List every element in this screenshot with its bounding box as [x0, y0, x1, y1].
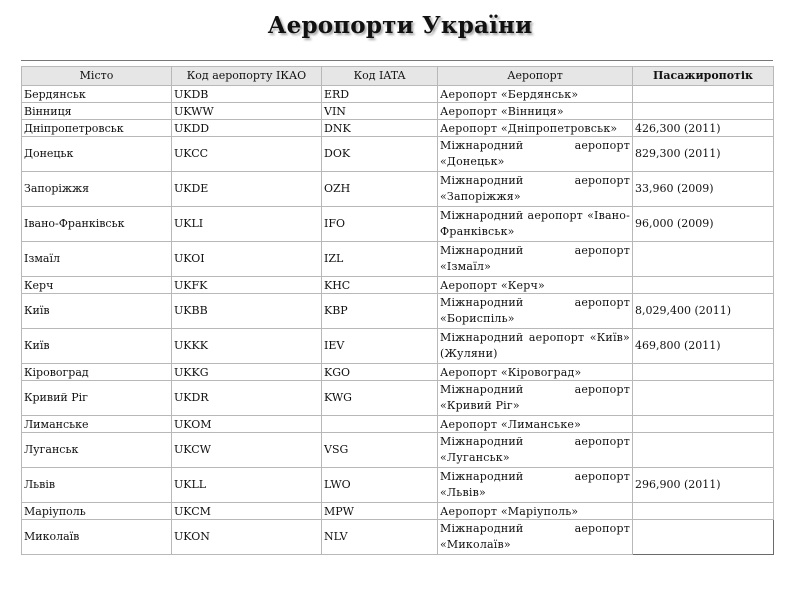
header-airport: Аеропорт [438, 67, 633, 86]
table-row [22, 433, 774, 468]
cell-city: Київ [22, 329, 172, 364]
table-row [22, 137, 774, 172]
cell-city: Кривий Ріг [22, 381, 172, 416]
cell-icao: UKKG [172, 364, 322, 381]
cell-icao: UKLL [172, 468, 322, 503]
cell-airport: Аеропорт «Маріуполь» [438, 503, 633, 520]
page-title: Аеропорти України [267, 12, 533, 39]
cell-passengers [633, 433, 774, 468]
table-row [22, 329, 774, 364]
header-passengers: Пасажиропотік [633, 67, 774, 86]
table-row [22, 364, 774, 381]
cell-icao: UKDE [172, 172, 322, 207]
table-header [22, 67, 774, 86]
cell-iata: IFO [322, 207, 438, 242]
cell-icao: UKFK [172, 277, 322, 294]
cell-city: Київ [22, 294, 172, 329]
cell-icao: UKCM [172, 503, 322, 520]
cell-city: Львів [22, 468, 172, 503]
cell-iata: KHC [322, 277, 438, 294]
cell-city: Донецьк [22, 137, 172, 172]
cell-airport: Аеропорт «Бердянськ» [438, 86, 633, 103]
table-row [22, 277, 774, 294]
table-row [22, 172, 774, 207]
cell-icao: UKLI [172, 207, 322, 242]
cell-iata: ERD [322, 86, 438, 103]
cell-airport: Аеропорт «Лиманське» [438, 416, 633, 433]
table-body [22, 86, 774, 555]
header-city: Місто [22, 67, 172, 86]
cell-airport: Міжнародний аеропорт «Львів» [438, 468, 633, 503]
cell-iata: OZH [322, 172, 438, 207]
table-row [22, 294, 774, 329]
table-row [22, 381, 774, 416]
header-icao: Код аеропорту ІКАО [172, 67, 322, 86]
cell-passengers [633, 103, 774, 120]
cell-iata: KGO [322, 364, 438, 381]
cell-icao: UKCW [172, 433, 322, 468]
cell-passengers [633, 503, 774, 520]
cell-icao: UKWW [172, 103, 322, 120]
table-row [22, 103, 774, 120]
cell-city: Маріуполь [22, 503, 172, 520]
cell-city: Івано-Франківськ [22, 207, 172, 242]
cell-icao: UKDR [172, 381, 322, 416]
cell-passengers: 96,000 (2009) [633, 207, 774, 242]
cell-airport: Аеропорт «Кіровоград» [438, 364, 633, 381]
cell-icao: UKKK [172, 329, 322, 364]
table-row [22, 86, 774, 103]
cell-passengers [633, 86, 774, 103]
cell-iata: IZL [322, 242, 438, 277]
cell-passengers: 829,300 (2011) [633, 137, 774, 172]
cell-city: Керч [22, 277, 172, 294]
cell-iata: DNK [322, 120, 438, 137]
cell-passengers: 469,800 (2011) [633, 329, 774, 364]
cell-airport: Аеропорт «Керч» [438, 277, 633, 294]
cell-city: Ізмаїл [22, 242, 172, 277]
cell-city: Запоріжжя [22, 172, 172, 207]
cell-iata: KWG [322, 381, 438, 416]
cell-iata [322, 416, 438, 433]
cell-airport: Міжнародний аеропорт «Ізмаїл» [438, 242, 633, 277]
cell-passengers: 296,900 (2011) [633, 468, 774, 503]
cell-icao: UKON [172, 520, 322, 555]
table-row [22, 120, 774, 137]
table-row [22, 520, 774, 555]
cell-iata: LWO [322, 468, 438, 503]
cell-city: Дніпропетровськ [22, 120, 172, 137]
cell-city: Лиманське [22, 416, 172, 433]
cell-passengers [633, 416, 774, 433]
cell-city: Луганськ [22, 433, 172, 468]
cell-airport: Міжнародний аеропорт «Донецьк» [438, 137, 633, 172]
table-row [22, 242, 774, 277]
cell-airport: Міжнародний аеропорт «Луганськ» [438, 433, 633, 468]
header-row [22, 67, 774, 86]
cell-city: Бердянськ [22, 86, 172, 103]
header-iata: Код IATA [322, 67, 438, 86]
cell-airport: Аеропорт «Вінниця» [438, 103, 633, 120]
cell-iata: IEV [322, 329, 438, 364]
divider [21, 60, 773, 61]
cell-icao: UKOM [172, 416, 322, 433]
cell-icao: UKDD [172, 120, 322, 137]
cell-airport: Міжнародний аеропорт «Бориспіль» [438, 294, 633, 329]
cell-city: Кіровоград [22, 364, 172, 381]
cell-airport: Аеропорт «Дніпропетровськ» [438, 120, 633, 137]
cell-passengers [633, 277, 774, 294]
cell-airport: Міжнародний аеропорт «Миколаїв» [438, 520, 633, 555]
table-row [22, 207, 774, 242]
cell-iata: KBP [322, 294, 438, 329]
cell-airport: Міжнародний аеропорт «Запоріжжя» [438, 172, 633, 207]
cell-passengers: 426,300 (2011) [633, 120, 774, 137]
cell-icao: UKCC [172, 137, 322, 172]
cell-airport: Міжнародний аеропорт «Кривий Ріг» [438, 381, 633, 416]
cell-passengers [633, 520, 774, 555]
cell-icao: UKDB [172, 86, 322, 103]
cell-passengers: 33,960 (2009) [633, 172, 774, 207]
table-row [22, 503, 774, 520]
cell-icao: UKBB [172, 294, 322, 329]
cell-passengers [633, 381, 774, 416]
cell-iata: VIN [322, 103, 438, 120]
airports-table [21, 66, 774, 555]
cell-iata: NLV [322, 520, 438, 555]
cell-city: Вінниця [22, 103, 172, 120]
cell-passengers [633, 364, 774, 381]
table-row [22, 416, 774, 433]
cell-city: Миколаїв [22, 520, 172, 555]
cell-passengers [633, 242, 774, 277]
cell-iata: DOK [322, 137, 438, 172]
cell-airport: Міжнародний аеропорт «Івано-Франківськ» [438, 207, 633, 242]
cell-icao: UKOI [172, 242, 322, 277]
cell-iata: VSG [322, 433, 438, 468]
cell-iata: MPW [322, 503, 438, 520]
table-row [22, 468, 774, 503]
cell-airport: Міжнародний аеропорт «Київ» (Жуляни) [438, 329, 633, 364]
cell-passengers: 8,029,400 (2011) [633, 294, 774, 329]
